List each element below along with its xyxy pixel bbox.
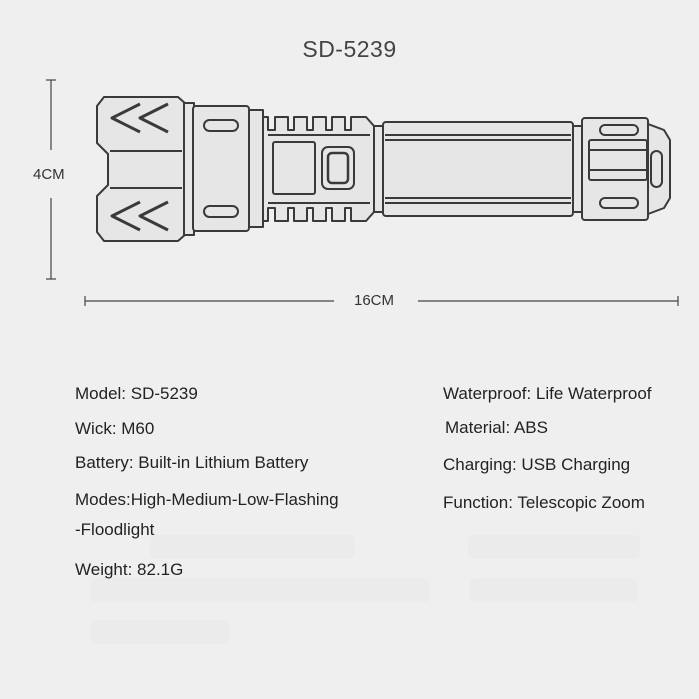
product-title: SD-5239 xyxy=(302,36,397,62)
ghost-shape xyxy=(90,620,230,644)
flashlight-tube xyxy=(374,122,583,216)
spec-charging: Charging: USB Charging xyxy=(443,455,631,474)
flashlight-collar xyxy=(193,106,263,231)
flashlight-grip xyxy=(263,117,374,221)
flashlight-head xyxy=(97,97,194,241)
spec-material: Material: ABS xyxy=(445,418,548,437)
length-label: 16CM xyxy=(354,292,395,309)
spec-weight: Weight: 82.1G xyxy=(75,560,184,579)
ghost-shape xyxy=(150,535,355,559)
spec-wick: Wick: M60 xyxy=(75,419,155,438)
spec-waterproof: Waterproof: Life Waterproof xyxy=(443,384,652,403)
ghost-shape xyxy=(468,535,640,559)
spec-function: Function: Telescopic Zoom xyxy=(443,493,645,512)
spec-modes-line2: -Floodlight xyxy=(75,520,155,539)
flashlight-tail xyxy=(582,118,670,220)
spec-battery: Battery: Built-in Lithium Battery xyxy=(75,453,309,472)
spec-modes-line1: Modes:High-Medium-Low-Flashing xyxy=(75,490,339,509)
ghost-shape xyxy=(470,578,638,602)
ghost-shape xyxy=(90,578,430,602)
height-label: 4CM xyxy=(33,166,65,183)
spec-model: Model: SD-5239 xyxy=(75,384,198,403)
